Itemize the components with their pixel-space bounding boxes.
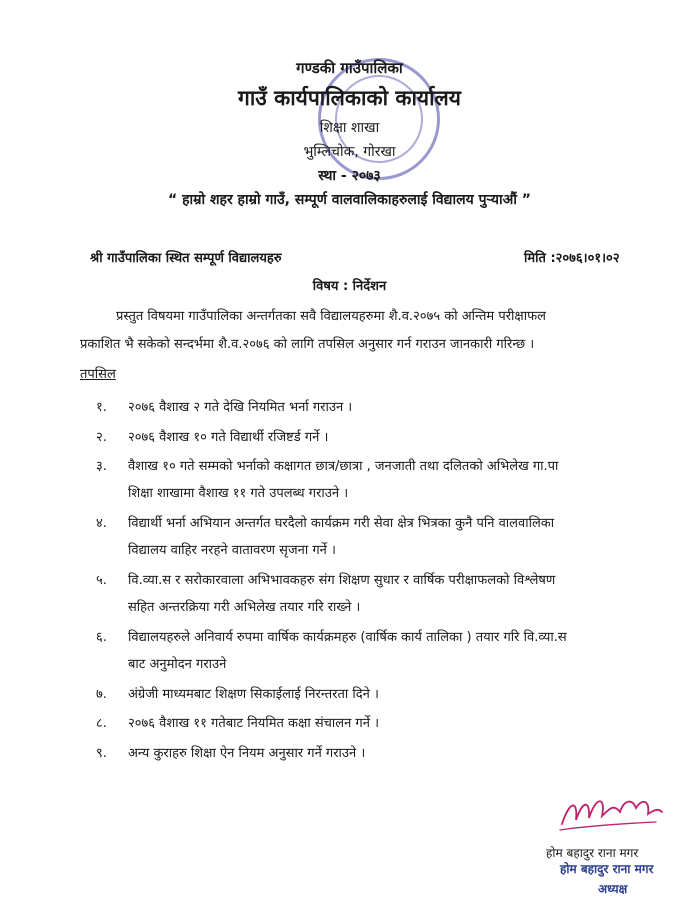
- list-item-number: ८.: [96, 716, 107, 731]
- letter-date: मिति :२०७६।०१।०२: [524, 251, 620, 266]
- letter-subject: विषय : निर्देशन: [312, 279, 387, 294]
- list-item-text-continued: विद्यालय वाहिर नरहने वातावरण सृजना गर्ने ।: [128, 543, 336, 558]
- stamp-signatory-name: होम बहादुर राना मगर: [560, 862, 654, 876]
- list-item-text: २०७६ वैशाख २ गते देखि नियमित भर्ना गराउन ।: [128, 400, 353, 415]
- intro-paragraph-line2: प्रकाशित भै सकेको सन्दर्भमा शै.व.२०७६ को लागि तपसिल अनुसार गर्न गराउन जानकारी गरिन्छ ।: [80, 337, 535, 352]
- list-item-text: वि.व्या.स र सरोकारवाला अभिभावकहरु संग शिक्षण सुधार र वार्षिक परीक्षाफलको विश्लेषण: [128, 573, 556, 588]
- stamp-signatory-title: अध्यक्ष: [598, 882, 628, 896]
- list-item-number: ९.: [96, 746, 107, 761]
- list-item-number: २.: [96, 430, 107, 445]
- intro-paragraph-line1: प्रस्तुत विषयमा गाउँपालिका अन्तर्गतका सवै विद्यालयहरुमा शै.व.२०७५ को अन्तिम परीक्षाफल: [116, 309, 546, 324]
- list-item-text: २०७६ वैशाख १० गते विद्यार्थी रजिष्टर्ड गर्ने ।: [128, 430, 329, 445]
- org-name-line2: गाउँ कार्यपालिकाको कार्यालय: [238, 86, 461, 110]
- list-item-text: अन्य कुराहरु शिक्षा ऐन नियम अनुसार गर्ने गराउने ।: [128, 746, 366, 761]
- org-name-line1: गण्डकी गाउँपालिका: [296, 59, 403, 77]
- list-heading: तपसिल: [80, 367, 116, 382]
- list-item-number: ३.: [96, 459, 107, 474]
- list-item-text-continued: शिक्षा शाखामा वैशाख ११ गते उपलब्ध गराउने ।: [128, 486, 349, 501]
- office-location: भुम्लिचोक, गोरखा: [303, 144, 396, 160]
- slogan: “ हाम्रो शहर हाम्रो गाउँ, सम्पूर्ण वालवालिकाहरुलाई विद्यालय पुर्‍याऔं ”: [168, 192, 531, 208]
- list-item-text: वैशाख १० गते सम्मको भर्नाको कक्षागत छात्र/छात्रा , जनजाती तथा दलितको अभिलेख गा.पा: [128, 459, 559, 474]
- list-item-text: विद्यार्थी भर्ना अभियान अन्तर्गत घरदैलो कार्यक्रम गरी सेवा क्षेत्र भित्रका कुनै पनि वालवालिका: [128, 516, 555, 531]
- recipient: श्री गाउँपालिका स्थित सम्पूर्ण विद्यालयहरु: [90, 251, 282, 266]
- list-item-number: ७.: [96, 687, 107, 702]
- list-item-text: विद्यालयहरुले अनिवार्य रुपमा वार्षिक कार्यक्रमहरु (वार्षिक कार्य तालिका ) तयार गरि वि.व्या.स: [128, 630, 567, 645]
- established-year: स्था - २०७३: [318, 168, 381, 184]
- signatory-name: होम बहादुर राना मगर: [546, 846, 639, 860]
- list-item-number: ६.: [96, 630, 107, 645]
- list-item-text: अंग्रेजी माध्यमबाट शिक्षण सिकाईलाई निरन्तरता दिने ।: [128, 687, 379, 702]
- section-name: शिक्षा शाखा: [319, 120, 380, 136]
- list-item-number: १.: [96, 400, 107, 415]
- list-item-number: ४.: [96, 516, 107, 531]
- list-item-text: २०७६ वैशाख ११ गतेबाट नियमित कक्षा संचालन गर्ने ।: [128, 716, 380, 731]
- handwritten-signature-icon: [556, 790, 666, 835]
- list-item-text-continued: बाट अनुमोदन गराउने: [128, 657, 227, 672]
- list-item-number: ५.: [96, 573, 107, 588]
- list-item-text-continued: सहित अन्तरक्रिया गरी अभिलेख तयार गरि राख्ने ।: [128, 600, 361, 615]
